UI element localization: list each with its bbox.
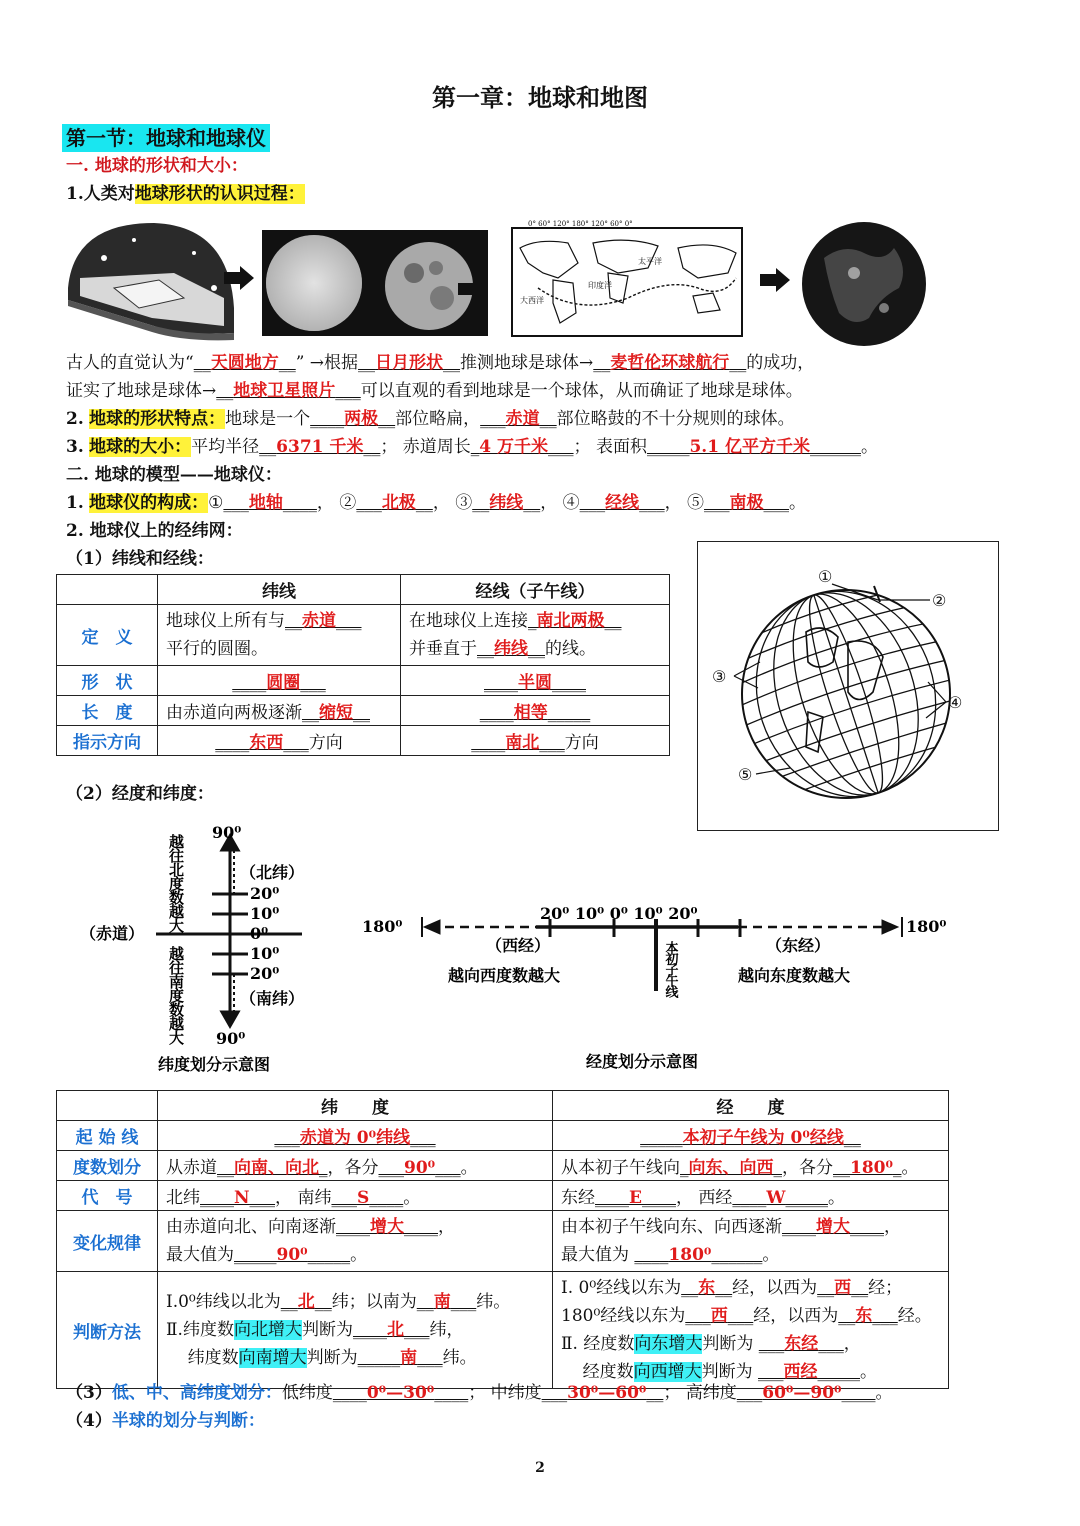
lon-left-label: 180⁰ bbox=[362, 917, 403, 936]
row-label: 形 状 bbox=[57, 666, 158, 696]
answer: 90⁰ bbox=[276, 1245, 308, 1265]
answer: 赤道 bbox=[302, 611, 336, 631]
blue-heading: 低、中、高纬度划分： bbox=[111, 1383, 282, 1403]
text: 部位略鼓的不十分规则的球体。 bbox=[556, 409, 795, 429]
text: 可以直观的看到地球是一个球体，从而确证了地球是球体。 bbox=[360, 381, 803, 401]
table-cell: ____南北___方向 bbox=[401, 726, 670, 756]
answer: 60⁰—90⁰ bbox=[762, 1383, 842, 1403]
table-cell: 在地球仪上连接_南北两极__ 并垂直于__纬线__的线。 bbox=[401, 605, 670, 666]
longitude-diagram bbox=[358, 895, 958, 1075]
prime-meridian-label: 本初子午线 bbox=[662, 941, 678, 996]
answer: 缩短 bbox=[319, 703, 353, 723]
highlight: 向东增大 bbox=[634, 1334, 703, 1354]
row-label: 起 始 线 bbox=[57, 1121, 158, 1151]
table-cell: 由本初子午线向东、向西逐渐____增大____， 最大值为 ____180⁰______。 bbox=[553, 1211, 949, 1272]
text: 在地球仪上连接 bbox=[409, 611, 528, 631]
globe-label-4: ④ bbox=[948, 693, 963, 712]
blank: __日月形状__ bbox=[358, 353, 461, 373]
answer: 向东、向西 bbox=[688, 1158, 774, 1178]
lat-bottom-label: 90⁰ bbox=[216, 1029, 246, 1048]
blank: ___南极___ bbox=[704, 493, 790, 513]
arrow-icon bbox=[760, 268, 790, 292]
latitude-longitude-table bbox=[56, 1090, 949, 1389]
answer: 增大 bbox=[816, 1217, 850, 1237]
answer: 0⁰—30⁰ bbox=[366, 1383, 435, 1403]
atlas-label: 印度洋 bbox=[588, 281, 612, 290]
world-route-map bbox=[512, 220, 742, 336]
lat-tick: 20⁰ bbox=[250, 964, 280, 983]
page-number: 2 bbox=[535, 1460, 545, 1476]
subheading-model: 二. 地球的模型——地球仪： bbox=[66, 465, 282, 485]
north-label: （北纬） bbox=[240, 863, 305, 882]
table-cell: 由赤道向两极逐渐__缩短__ bbox=[158, 696, 401, 726]
text: ， ② bbox=[316, 493, 357, 513]
blank: ____两极__ bbox=[310, 409, 396, 429]
section-heading: 第一节：地球和地球仪 bbox=[62, 124, 270, 152]
globe-parts-line bbox=[66, 489, 806, 517]
answer: 两极 bbox=[344, 409, 379, 429]
answer: E bbox=[629, 1188, 642, 1208]
lon-right-label: 180⁰ bbox=[906, 917, 947, 936]
answer: 纬线 bbox=[489, 493, 524, 513]
point-1-label: 1.人类对 bbox=[66, 184, 135, 204]
answer: 地轴 bbox=[248, 493, 283, 513]
text: 方向 bbox=[564, 733, 599, 753]
answer: 西经 bbox=[783, 1362, 818, 1382]
answer: 天圆地方 bbox=[210, 353, 279, 373]
answer: 增大 bbox=[370, 1217, 404, 1237]
text: 。 bbox=[789, 493, 807, 513]
answer: 北 bbox=[386, 1320, 404, 1340]
answer: S bbox=[356, 1188, 370, 1208]
blank: __麦哲伦环球航行__ bbox=[593, 353, 747, 373]
answer: 南北 bbox=[505, 733, 540, 753]
globe-graticule-svg bbox=[698, 542, 998, 830]
number: 2. bbox=[66, 409, 84, 429]
number: （4） bbox=[66, 1411, 112, 1431]
latitude-longitude-lines-table bbox=[56, 574, 670, 756]
answer: 西 bbox=[710, 1306, 728, 1326]
answer: 赤道 bbox=[505, 409, 540, 429]
answer: 4 万千米 bbox=[479, 437, 549, 457]
text: ， ⑤ bbox=[664, 493, 705, 513]
blank: ___赤道__ bbox=[480, 409, 557, 429]
blank: ____0⁰—30⁰____ bbox=[332, 1383, 469, 1403]
atlas-label: 太平洋 bbox=[638, 257, 662, 266]
answer: 日月形状 bbox=[375, 353, 444, 373]
number: 3. bbox=[66, 437, 84, 457]
col-header: 经 度 bbox=[553, 1091, 949, 1121]
answer: 经线 bbox=[605, 493, 640, 513]
atlas-label: 大西洋 bbox=[520, 296, 544, 305]
answer: 30⁰—60⁰ bbox=[567, 1383, 647, 1403]
table-cell: ____半圆____ bbox=[401, 666, 670, 696]
answer: 相等 bbox=[513, 703, 548, 723]
subheading-shape: 一. 地球的形状和大小： bbox=[66, 156, 248, 176]
blank: ___60⁰—90⁰____ bbox=[736, 1383, 876, 1403]
answer: 90⁰ bbox=[404, 1158, 436, 1178]
answer: 赤道为 0⁰纬线 bbox=[299, 1128, 411, 1148]
table-cell: Ⅰ. 0⁰经线以东为__东__经，以西为__西__经； 180⁰经线以东为___西___经，以西为__东___经。 Ⅱ. 经度数向东增大判断为 ___东经___， 经度数向西增大判断为 ___西经_____。 bbox=[553, 1272, 949, 1389]
lat-tick: 10⁰ bbox=[250, 944, 280, 963]
answer: 南 bbox=[400, 1348, 418, 1368]
text: ； 表面积 bbox=[573, 437, 647, 457]
lon-caption: 经度划分示意图 bbox=[586, 1052, 699, 1071]
table-cell: 由赤道向北、向南逐渐____增大____， 最大值为_____90⁰_____。 bbox=[158, 1211, 553, 1272]
table-cell: 从赤道__向南、向北_，各分___90⁰___。 bbox=[158, 1151, 553, 1181]
blue-heading: 半球的划分与判断： bbox=[111, 1411, 265, 1431]
lat-caption: 纬度划分示意图 bbox=[158, 1055, 271, 1074]
answer: 南北两极 bbox=[536, 611, 605, 631]
text: ； 高纬度 bbox=[663, 1383, 737, 1403]
answer: 北极 bbox=[381, 493, 416, 513]
lat-top-label: 90⁰ bbox=[212, 823, 242, 842]
point-1 bbox=[66, 180, 305, 208]
sub-heading-2: （2）经度和纬度： bbox=[66, 784, 214, 804]
globe-figure bbox=[697, 541, 999, 831]
west-desc: 越向西度数越大 bbox=[448, 966, 561, 985]
text: 低纬度 bbox=[281, 1383, 333, 1403]
blank: ___地轴____ bbox=[223, 493, 317, 513]
table-cell: 东经____E____， 西经____W_____。 bbox=[553, 1181, 949, 1211]
table-cell: ___赤道为 0⁰纬线___ bbox=[158, 1121, 553, 1151]
text: 。 bbox=[860, 437, 878, 457]
col-header: 纬线 bbox=[158, 575, 401, 605]
east-label: （东经） bbox=[766, 936, 831, 955]
row-label: 变化规律 bbox=[57, 1211, 158, 1272]
text: 平均半径 bbox=[191, 437, 260, 457]
answer: 东 bbox=[855, 1306, 873, 1326]
answer: 180⁰ bbox=[850, 1158, 893, 1178]
text: 方向 bbox=[308, 733, 343, 753]
table-corner bbox=[57, 1091, 158, 1121]
text: ， ④ bbox=[540, 493, 580, 513]
answer: 南 bbox=[433, 1292, 451, 1312]
blank: _____5.1 亿平方千米______ bbox=[646, 437, 861, 457]
row-label: 度数划分 bbox=[57, 1151, 158, 1181]
table-cell: _____本初子午线为 0⁰经线__ bbox=[553, 1121, 949, 1151]
latitude-zones-line bbox=[66, 1379, 892, 1407]
earth-cognition-images bbox=[64, 218, 944, 346]
answer: 东 bbox=[698, 1278, 716, 1298]
size-line bbox=[66, 433, 878, 461]
globe-label-1: ① bbox=[818, 567, 833, 586]
globe-label-3: ③ bbox=[712, 667, 727, 686]
globe-label-5: ⑤ bbox=[738, 765, 753, 784]
answer: 180⁰ bbox=[668, 1245, 712, 1265]
text: 的线。 bbox=[545, 639, 596, 659]
row-label: 判断方法 bbox=[57, 1272, 158, 1389]
answer: 纬线 bbox=[494, 639, 528, 659]
latitude-diagram bbox=[80, 822, 340, 1082]
answer: N bbox=[234, 1188, 250, 1208]
row-label: 代 号 bbox=[57, 1181, 158, 1211]
table-cell: ____东西___方向 bbox=[158, 726, 401, 756]
col-header: 纬 度 bbox=[158, 1091, 553, 1121]
west-label: （西经） bbox=[486, 936, 551, 955]
text: 地球仪上所有与 bbox=[166, 611, 285, 631]
text: ， ③ bbox=[432, 493, 473, 513]
highlight: 地球的形状特点： bbox=[89, 409, 226, 429]
table-corner bbox=[57, 575, 158, 605]
text: 古人的直觉认为“ bbox=[66, 353, 194, 373]
highlight: 地球仪的构成： bbox=[89, 493, 209, 513]
table-cell: ____相等_____ bbox=[401, 696, 670, 726]
number: 1. bbox=[66, 493, 84, 513]
highlight: 向南增大 bbox=[238, 1348, 307, 1368]
table-cell: 北纬____N___， 南纬___S____。 bbox=[158, 1181, 553, 1211]
east-desc: 越向东度数越大 bbox=[738, 966, 851, 985]
text: 证实了地球是球体→ bbox=[66, 381, 217, 401]
shape-feature-line bbox=[66, 405, 795, 433]
number: （3） bbox=[66, 1383, 112, 1403]
text: 。 bbox=[875, 1383, 893, 1403]
text: 平行的圆圈。 bbox=[166, 639, 268, 659]
text: ” →根据 bbox=[295, 353, 359, 373]
answer: 5.1 亿平方千米 bbox=[689, 437, 810, 457]
text: ； 中纬度 bbox=[468, 1383, 542, 1403]
highlight: 向北增大 bbox=[233, 1320, 302, 1340]
answer: 地球卫星照片 bbox=[233, 381, 336, 401]
globe-label-2: ② bbox=[932, 591, 947, 610]
answer: 南极 bbox=[729, 493, 764, 513]
blank: __6371 千米__ bbox=[259, 437, 381, 457]
lat-tick: 10⁰ bbox=[250, 904, 280, 923]
cognition-line-2 bbox=[66, 377, 803, 405]
globe-callouts bbox=[734, 584, 946, 774]
text: 地球是一个 bbox=[225, 409, 311, 429]
blank: ___北极__ bbox=[356, 493, 433, 513]
blank: ___经线___ bbox=[579, 493, 665, 513]
lon-ticks: 20⁰ 10⁰ 0⁰ 10⁰ 20⁰ bbox=[540, 904, 698, 923]
text: ① bbox=[208, 493, 224, 513]
table-cell: 从本初子午线向_向东、向西_，各分__180⁰_。 bbox=[553, 1151, 949, 1181]
text: 并垂直于 bbox=[409, 639, 477, 659]
table-cell: 地球仪上所有与__赤道___ 平行的圆圈。 bbox=[158, 605, 401, 666]
page-title: 第一章：地球和地图 bbox=[432, 83, 648, 112]
highlight: 向西增大 bbox=[633, 1362, 702, 1382]
blank: __纬线__ bbox=[472, 493, 541, 513]
point-1-highlight: 地球形状的认识过程： bbox=[134, 184, 305, 204]
south-increase-label: 越往南度数越大 bbox=[167, 946, 185, 1044]
lat-tick-zero: 0⁰ bbox=[250, 924, 269, 943]
answer: 半圆 bbox=[518, 673, 552, 693]
table-cell: ____圆圈___ bbox=[158, 666, 401, 696]
highlight: 地球的大小： bbox=[89, 437, 192, 457]
answer: 东西 bbox=[249, 733, 284, 753]
table-cell: Ⅰ.0⁰纬线以北为__北__纬；以南为__南___纬。 Ⅱ.纬度数向北增大判断为____北___纬， 纬度数向南增大判断为_____南___纬。 bbox=[158, 1272, 553, 1389]
answer: 向南、向北 bbox=[234, 1158, 319, 1178]
answer: W bbox=[766, 1188, 786, 1208]
graticule-heading: 2. 地球仪上的经纬网： bbox=[66, 521, 243, 541]
blank: __地球卫星照片___ bbox=[216, 381, 361, 401]
hemisphere-line bbox=[66, 1407, 265, 1435]
earth-satellite-photo bbox=[802, 222, 926, 346]
answer: 麦哲伦环球航行 bbox=[610, 353, 730, 373]
answer: 西 bbox=[834, 1278, 852, 1298]
answer: 本初子午线为 0⁰经线 bbox=[682, 1128, 844, 1148]
lat-tick: 20⁰ bbox=[250, 884, 280, 903]
row-label: 定 义 bbox=[57, 605, 158, 666]
svg-text:0° 60° 120° 180° 120° 60° 0°: 0° 60° 120° 180° 120° 60° 0° bbox=[528, 220, 633, 228]
answer: 北 bbox=[297, 1292, 315, 1312]
col-header: 经线（子午线） bbox=[401, 575, 670, 605]
row-label: 指示方向 bbox=[57, 726, 158, 756]
answer: 圆圈 bbox=[266, 673, 301, 693]
text: 推测地球是球体→ bbox=[460, 353, 594, 373]
text: 部位略扁， bbox=[395, 409, 481, 429]
row-label: 长 度 bbox=[57, 696, 158, 726]
text: 由赤道向两极逐渐 bbox=[166, 703, 302, 723]
cognition-line-1 bbox=[66, 349, 814, 377]
blank: ___30⁰—60⁰__ bbox=[541, 1383, 664, 1403]
equator-label: （赤道） bbox=[80, 924, 145, 943]
sun-moon-photo bbox=[262, 230, 488, 336]
blank: _4 万千米___ bbox=[470, 437, 574, 457]
answer: 东经 bbox=[784, 1334, 819, 1354]
sub-heading-1: （1）纬线和经线： bbox=[66, 549, 214, 569]
south-label: （南纬） bbox=[240, 989, 305, 1008]
text: ； 赤道周长 bbox=[380, 437, 471, 457]
text: 的成功， bbox=[746, 353, 815, 373]
dome-sky-image bbox=[68, 223, 234, 340]
answer: 6371 千米 bbox=[276, 437, 364, 457]
blank: __天圆地方__ bbox=[193, 353, 296, 373]
north-increase-label: 越往北度数越大 bbox=[167, 834, 185, 932]
